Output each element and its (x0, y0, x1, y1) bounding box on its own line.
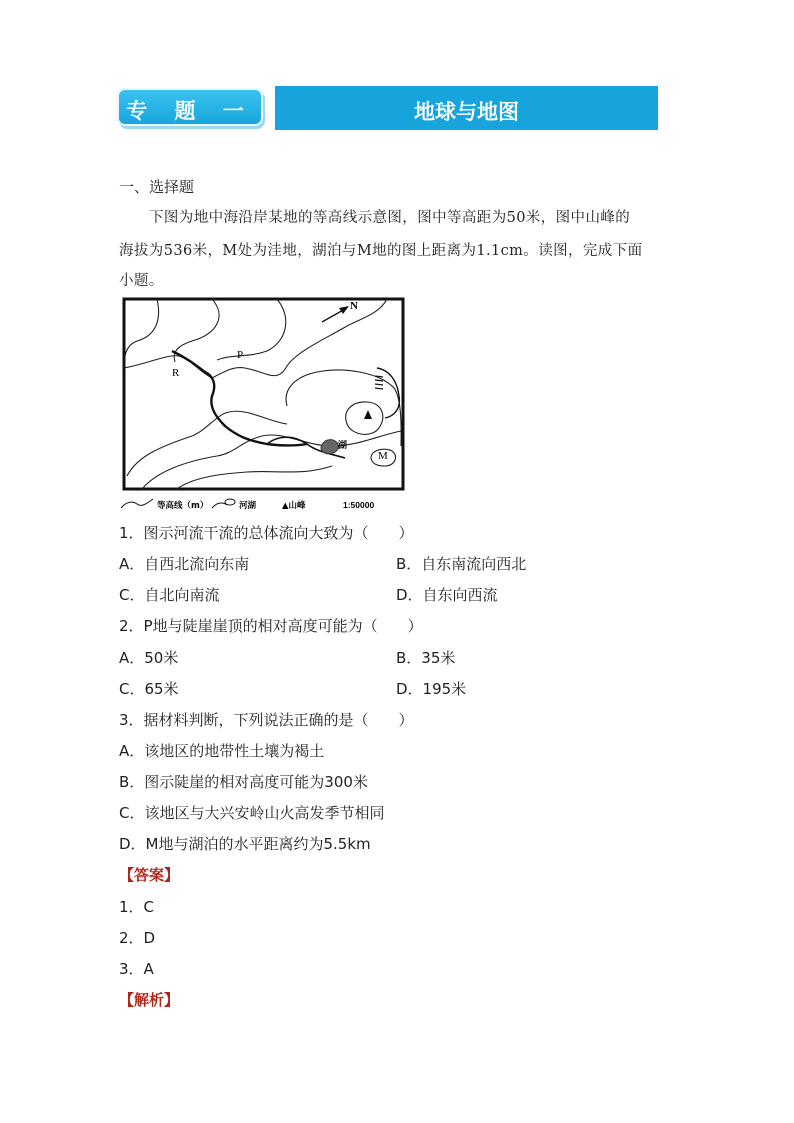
answer-heading: 【答案】 (119, 866, 180, 884)
legend-scale-label: 1:50000 (343, 500, 375, 510)
question-3-option-c[interactable]: C．该地区与大兴安岭山火高发季节相同 (119, 804, 385, 822)
intro-line-1: 下图为地中海沿岸某地的等高线示意图，图中等高距为50米，图中山峰的 (149, 210, 631, 226)
question-1-option-a[interactable]: A．自西北流向东南 (119, 555, 250, 573)
question-2-option-a[interactable]: A．50米 (119, 649, 179, 667)
intro-line-3: 小题。 (119, 273, 164, 289)
topic-title: 地球与地图 (414, 100, 519, 124)
topic-number-tab (117, 88, 263, 126)
question-3-option-a[interactable]: A．该地区的地带性土壤为褐土 (119, 742, 325, 760)
topic-title-bar (275, 86, 658, 130)
question-1-option-b[interactable]: B．自东南流向西北 (396, 555, 527, 573)
answer-2: 2．D (119, 929, 156, 947)
question-3-option-d[interactable]: D．M地与湖泊的水平距离约为5.5km (119, 835, 371, 853)
question-2-option-c[interactable]: C．65米 (119, 680, 179, 698)
section-heading: 一、选择题 (119, 178, 195, 196)
legend-contour-symbol (121, 499, 153, 508)
answer-1: 1．C (119, 898, 155, 916)
legend-peak-label: ▲山峰 (282, 501, 306, 511)
legend-contour-label: 等高线（m） (157, 501, 209, 511)
question-2-option-b[interactable]: B．35米 (396, 649, 456, 667)
answer-3: 3．A (119, 960, 154, 978)
topic-number-label: 专 题 一 (126, 99, 254, 123)
question-1-option-d[interactable]: D．自东向西流 (396, 586, 498, 604)
legend-river-label: 河湖 (239, 501, 257, 511)
point-r-label: R (172, 367, 180, 379)
question-1-option-c[interactable]: C．自北向南流 (119, 586, 220, 604)
question-1-stem: 1．图示河流干流的总体流向大致为（ ） (119, 524, 414, 542)
question-2-option-d[interactable]: D．195米 (396, 680, 467, 698)
lake-label: 湖 (338, 441, 348, 451)
point-m-label: M (378, 450, 388, 462)
intro-line-2: 海拔为536米，M处为洼地，湖泊与M地的图上距离为1.1cm。读图，完成下面 (119, 243, 643, 259)
contour-map-figure (117, 296, 409, 514)
legend-river-symbol (212, 503, 227, 508)
question-2-stem: 2．P地与陡崖崖顶的相对高度可能为（ ） (119, 617, 423, 635)
north-label: N (350, 300, 358, 312)
lake-shape (321, 440, 339, 454)
question-3-stem: 3．据材料判断，下列说法正确的是（ ） (119, 711, 414, 729)
analysis-heading: 【解析】 (119, 991, 180, 1009)
question-3-option-b[interactable]: B．图示陡崖的相对高度可能为300米 (119, 773, 368, 791)
legend-lake-symbol (225, 499, 235, 505)
map-legend (121, 499, 374, 511)
point-p-label: P (237, 349, 244, 361)
map-frame (124, 299, 403, 489)
